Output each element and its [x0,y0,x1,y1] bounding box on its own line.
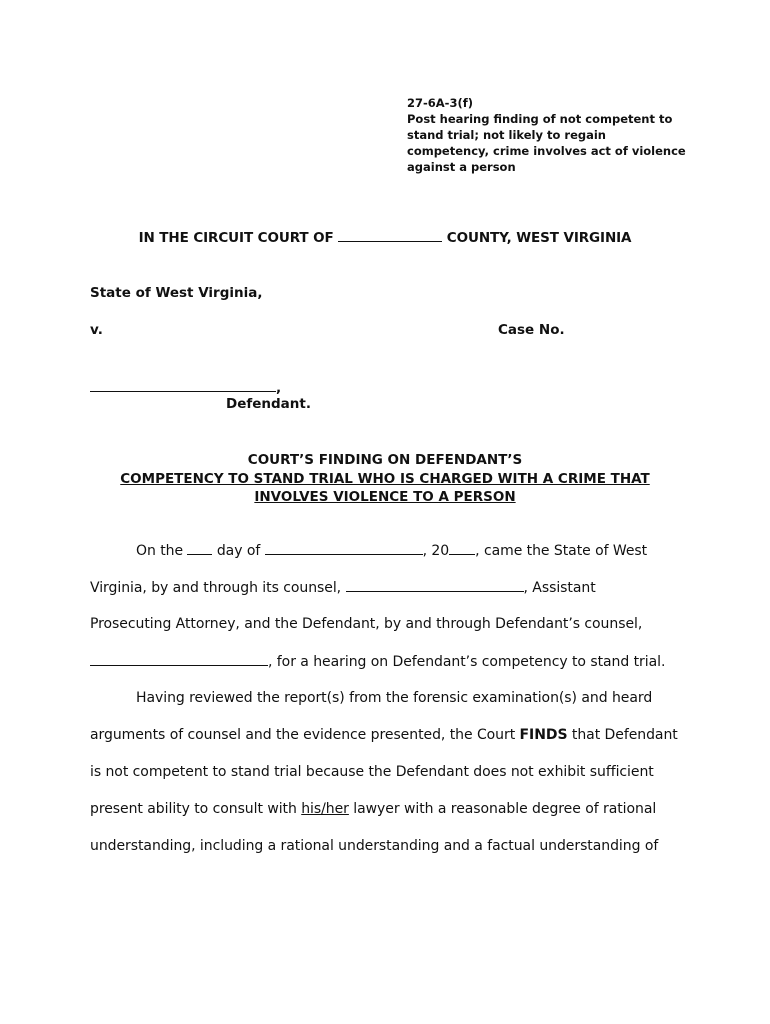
court-heading [0,229,770,246]
body-line-9: understanding, including a rational understanding and a factual understanding of [90,838,659,854]
text-virginia-counsel: Virginia, by and through its counsel, [90,580,346,596]
defendant-label: Defendant. [226,396,311,412]
body-line-2 [90,579,596,596]
form-description-line-4: against a person [407,160,516,174]
body-line-4 [90,653,665,670]
case-number-label: Case No. [498,322,565,338]
court-heading-suffix: COUNTY, WEST VIRGINIA [442,230,632,246]
body-line-8 [90,801,656,817]
body-line-3: Prosecuting Attorney, and the Defendant, by and through Defendant’s counsel, [90,616,643,632]
text-day-of: day of [212,543,265,559]
title-line-2: COMPETENCY TO STAND TRIAL WHO IS CHARGED WITH A CRIME THAT [120,470,650,487]
versus-label: v. [90,322,103,338]
text-came-state: , came the State of West [475,543,648,559]
defendant-comma: , [276,380,282,396]
prosecutor-name-blank [346,579,524,592]
text-lawyer-rational: lawyer with a reasonable degree of rational [348,801,657,817]
title-line-1: COURT’S FINDING ON DEFENDANT’S [247,452,523,468]
year-blank [449,542,475,555]
text-hearing-purpose: , for a hearing on Defendant’s competency to stand trial. [268,654,666,670]
form-reference [407,95,697,175]
form-code: 27-6A-3(f) [407,96,473,110]
day-blank [187,542,212,555]
text-assistant: , Assistant [523,580,596,596]
defendant-name-line [90,380,281,396]
text-that-defendant: that Defendant [567,727,678,743]
body-line-7: is not competent to stand trial because the Defendant does not exhibit sufficient [90,764,654,780]
body-line-6 [90,727,678,743]
court-heading-prefix: IN THE CIRCUIT COURT OF [138,230,339,246]
month-blank [265,542,423,555]
county-blank [338,229,442,242]
body-line-5: Having reviewed the report(s) from the forensic examination(s) and heard [136,690,653,706]
text-year-prefix: , 20 [422,543,450,559]
document-title [0,451,770,507]
text-on-the: On the [136,543,188,559]
form-description-line-2: stand trial; not likely to regain [407,128,606,142]
text-his-her: his/her [301,801,349,817]
body-line-1 [136,542,647,559]
text-present-ability: present ability to consult with [90,801,302,817]
title-line-3: INVOLVES VIOLENCE TO A PERSON [254,489,516,505]
form-description-line-1: Post hearing finding of not competent to [407,112,673,126]
defense-counsel-blank [90,653,268,666]
text-arguments: arguments of counsel and the evidence presented, the Court [90,727,520,743]
form-description-line-3: competency, crime involves act of violence [407,144,686,158]
defendant-name-blank [90,381,276,392]
plaintiff-name: State of West Virginia, [90,285,263,301]
text-finds: FINDS [519,727,568,743]
